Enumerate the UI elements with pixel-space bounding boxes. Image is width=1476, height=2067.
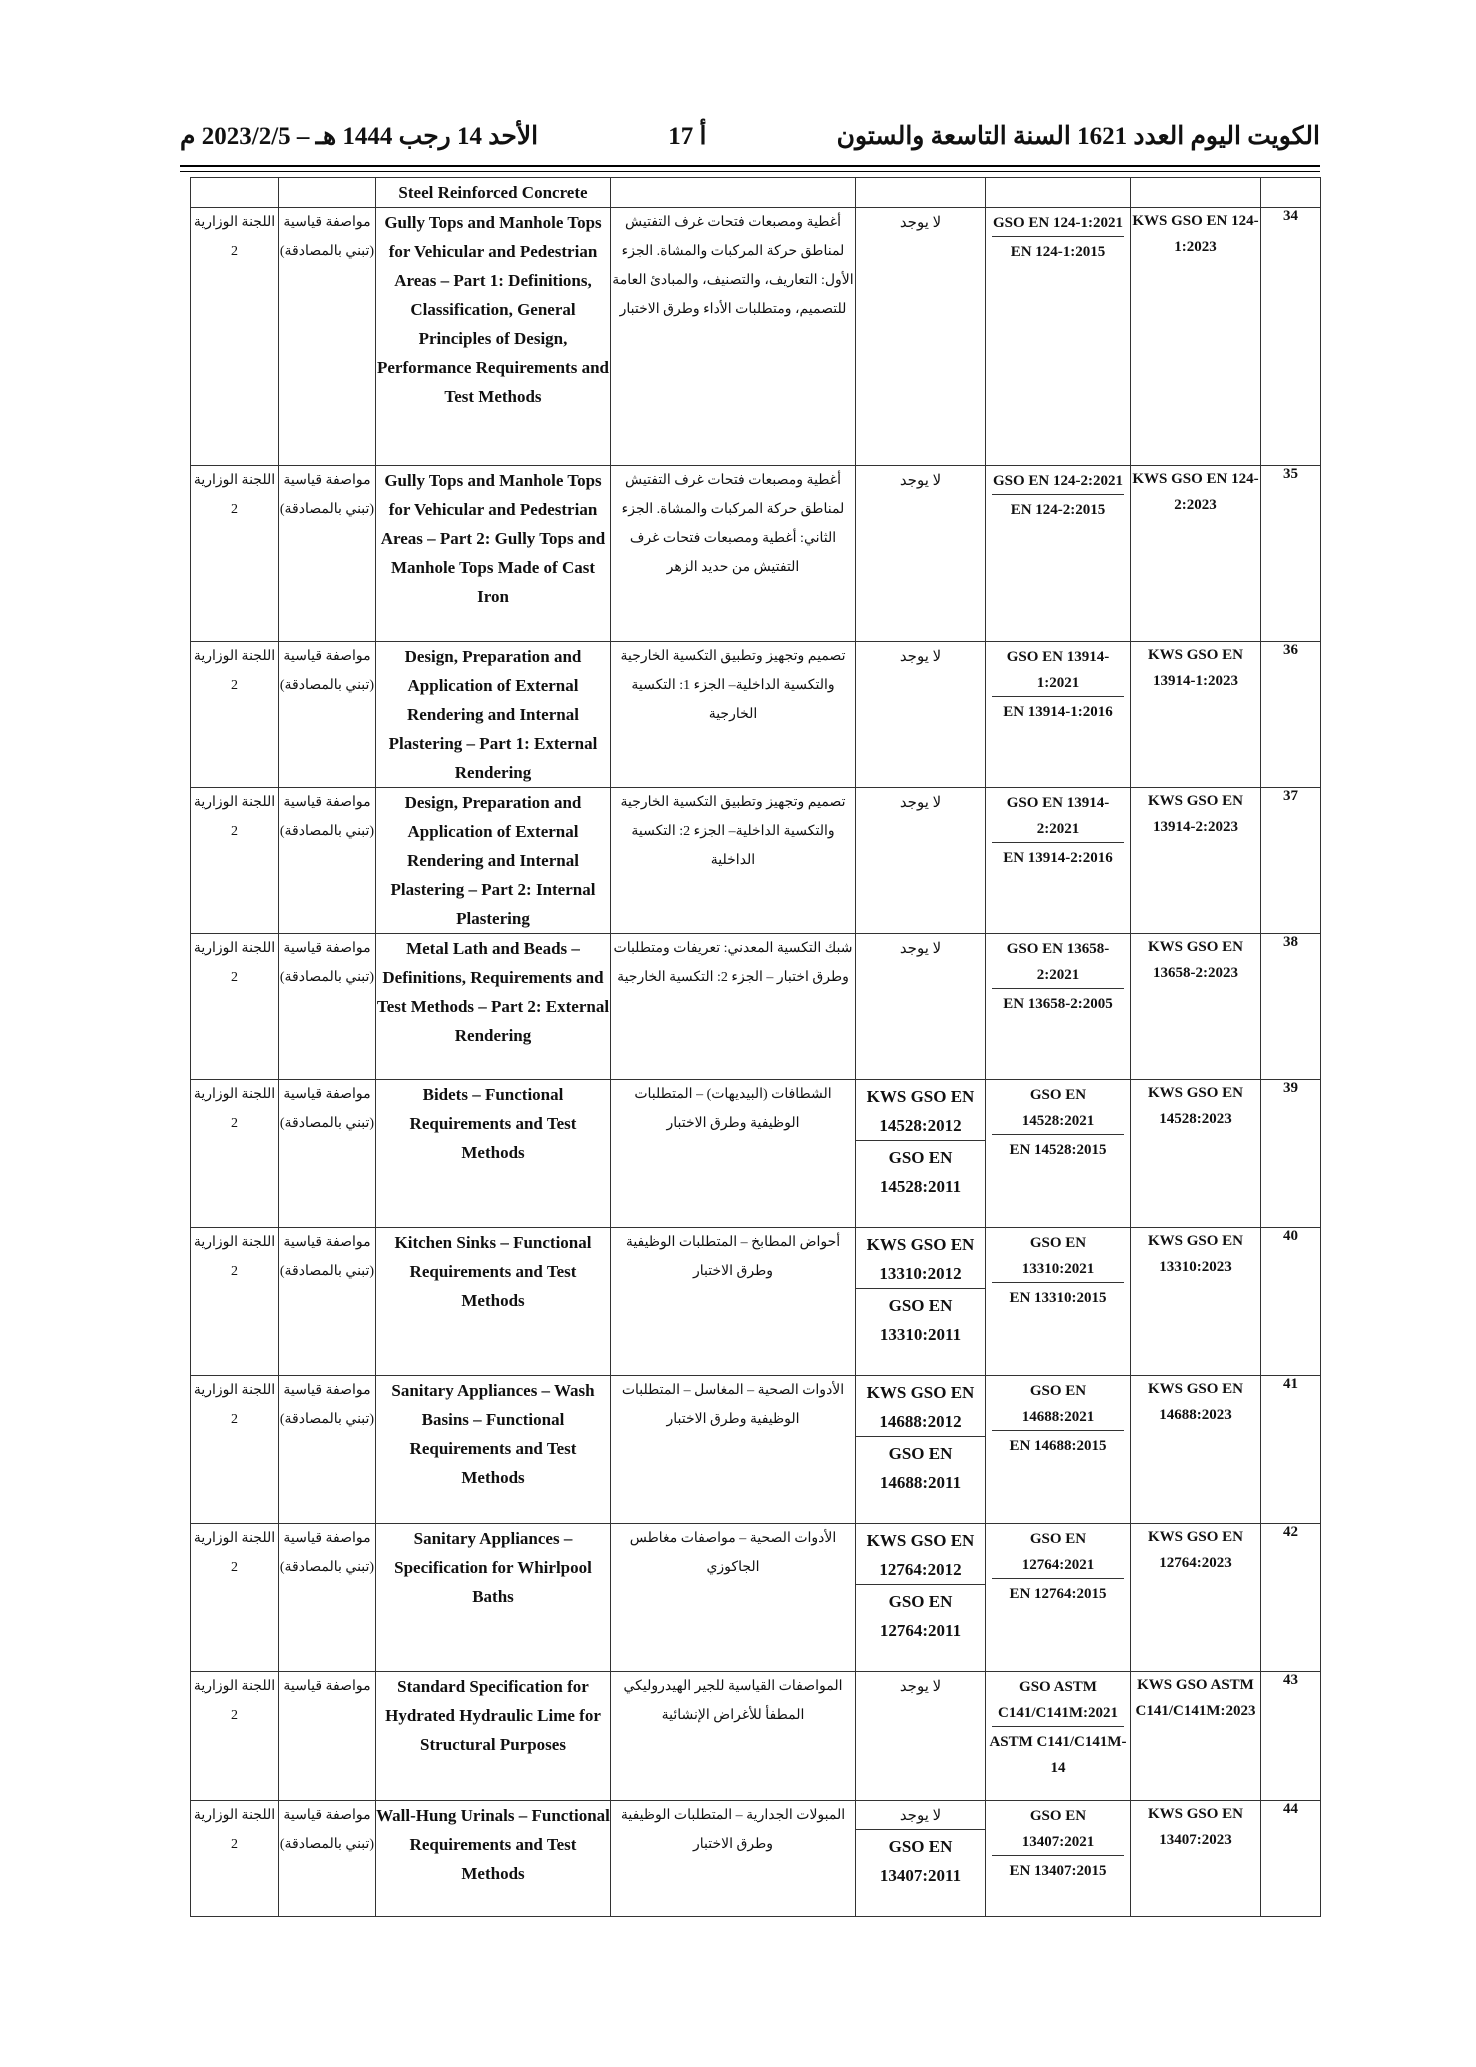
row-number-cell: 35 <box>1261 466 1321 642</box>
english-title-cell: Sanitary Appliances – Specification for Whirlpool Baths <box>376 1524 611 1672</box>
gso-reference: GSO EN 13310:2021 <box>992 1228 1124 1283</box>
english-title-cell: Bidets – Functional Requirements and Test Methods <box>376 1080 611 1228</box>
english-title-cell: Standard Specification for Hydrated Hydraulic Lime for Structural Purposes <box>376 1672 611 1801</box>
gso-reference: GSO EN 13658-2:2021 <box>992 934 1124 989</box>
table-row <box>191 642 1321 788</box>
gso-reference: GSO EN 124-2:2021 <box>992 466 1124 495</box>
reference-standard-cell <box>986 208 1131 466</box>
gso-reference: GSO ASTM C141/C141M:2021 <box>992 1672 1124 1727</box>
base-reference: EN 124-2:2015 <box>1010 502 1106 518</box>
superseded-gso-standard: GSO EN 13310:2011 <box>856 1288 985 1349</box>
header-date: الأحد 14 رجب 1444 هـ – 2023/2/5 م <box>180 123 539 150</box>
gso-reference: GSO EN 13407:2021 <box>992 1801 1124 1856</box>
gso-reference: GSO EN 13914-2:2021 <box>992 788 1124 843</box>
row-number-cell: 42 <box>1261 1524 1321 1672</box>
gso-reference: GSO EN 13914-1:2021 <box>992 642 1124 697</box>
table-row <box>191 1524 1321 1672</box>
reference-standard-cell <box>986 1801 1131 1917</box>
reference-standard-cell <box>986 788 1131 934</box>
superseded-gso-standard: GSO EN 14528:2011 <box>856 1140 985 1201</box>
table-row <box>191 934 1321 1080</box>
committee-cell: اللجنة الوزارية 2 <box>191 1672 279 1801</box>
arabic-title-cell: أغطية ومصبعات فتحات غرف التفتيش لمناطق حركة المركبات والمشاة. الجزء الثاني: أغطية ومصبعات فتحات غرف التفتيش من حديد الزهر <box>611 466 856 642</box>
gso-reference: GSO EN 14688:2021 <box>992 1376 1124 1431</box>
table-row <box>191 1376 1321 1524</box>
standard-type-cell: مواصفة قياسية (تبني بالمصادقة) <box>279 208 376 466</box>
superseded-kuwait-standard: KWS GSO EN 14528:2012 <box>866 1087 975 1135</box>
table-row <box>191 208 1321 466</box>
base-reference: EN 13310:2015 <box>1009 1290 1107 1306</box>
table-row <box>191 1801 1321 1917</box>
arabic-title-cell: أحواض المطابخ – المتطلبات الوظيفية وطرق الاختبار <box>611 1228 856 1376</box>
superseded-standard-cell <box>856 934 986 1080</box>
kuwait-standard-number-cell: KWS GSO ASTM C141/C141M:2023 <box>1131 1672 1261 1801</box>
english-title-cell: Design, Preparation and Application of External Rendering and Internal Plastering – Part 1: External Rendering <box>376 642 611 788</box>
superseded-gso-standard: GSO EN 14688:2011 <box>856 1436 985 1497</box>
row-number-cell: 36 <box>1261 642 1321 788</box>
kuwait-standard-number-cell: KWS GSO EN 13407:2023 <box>1131 1801 1261 1917</box>
standard-type-cell: مواصفة قياسية (تبني بالمصادقة) <box>279 1801 376 1917</box>
base-reference: EN 124-1:2015 <box>1010 244 1106 260</box>
committee-cell: اللجنة الوزارية 2 <box>191 1524 279 1672</box>
base-reference: EN 14688:2015 <box>1009 1438 1107 1454</box>
base-reference: EN 13658-2:2005 <box>1003 996 1113 1012</box>
english-title-cell: Design, Preparation and Application of External Rendering and Internal Plastering – Part 2: Internal Plastering <box>376 788 611 934</box>
arabic-title-cell: المبولات الجدارية – المتطلبات الوظيفية وطرق الاختبار <box>611 1801 856 1917</box>
reference-standard-cell <box>986 1228 1131 1376</box>
kuwait-standard-number-cell: KWS GSO EN 12764:2023 <box>1131 1524 1261 1672</box>
superseded-kuwait-standard: لا يوجد <box>899 1679 942 1695</box>
table-row <box>191 788 1321 934</box>
superseded-standard-cell <box>856 208 986 466</box>
standard-type-cell: مواصفة قياسية (تبني بالمصادقة) <box>279 788 376 934</box>
committee-cell: اللجنة الوزارية 2 <box>191 208 279 466</box>
base-reference: EN 14528:2015 <box>1009 1142 1107 1158</box>
superseded-standard-cell <box>856 788 986 934</box>
superseded-kuwait-standard: لا يوجد <box>899 215 942 231</box>
header-page-number: أ 17 <box>668 123 707 150</box>
committee-cell: اللجنة الوزارية 2 <box>191 1080 279 1228</box>
kuwait-standard-number-cell: KWS GSO EN 13310:2023 <box>1131 1228 1261 1376</box>
reference-standard-cell <box>986 466 1131 642</box>
standards-table <box>190 177 1321 1917</box>
base-reference: EN 13914-1:2016 <box>1003 704 1113 720</box>
continuation-row <box>191 178 1321 208</box>
kuwait-standard-number-cell: KWS GSO EN 13914-1:2023 <box>1131 642 1261 788</box>
reference-standard-cell <box>986 1524 1131 1672</box>
row-number-cell: 37 <box>1261 788 1321 934</box>
header-rule-thin <box>180 171 1320 172</box>
standard-type-cell: مواصفة قياسية (تبني بالمصادقة) <box>279 1376 376 1524</box>
row-number-cell: 41 <box>1261 1376 1321 1524</box>
standard-type-cell: مواصفة قياسية (تبني بالمصادقة) <box>279 934 376 1080</box>
row-number-cell: 38 <box>1261 934 1321 1080</box>
superseded-kuwait-standard: KWS GSO EN 12764:2012 <box>866 1531 975 1579</box>
superseded-kuwait-standard: لا يوجد <box>899 795 942 811</box>
row-number-cell: 44 <box>1261 1801 1321 1917</box>
reference-standard-cell <box>986 642 1131 788</box>
committee-cell: اللجنة الوزارية 2 <box>191 466 279 642</box>
page-header <box>180 118 1320 154</box>
superseded-standard-cell <box>856 466 986 642</box>
arabic-title-cell: أغطية ومصبعات فتحات غرف التفتيش لمناطق حركة المركبات والمشاة. الجزء الأول: التعاريف، والتصنيف، والمبادئ العامة للتصميم، ومتطلبات الأداء وطرق الاختبار <box>611 208 856 466</box>
row-number-cell: 43 <box>1261 1672 1321 1801</box>
superseded-kuwait-standard: لا يوجد <box>899 1808 942 1824</box>
english-title-cell: Gully Tops and Manhole Tops for Vehicular and Pedestrian Areas – Part 2: Gully Tops and Manhole Tops Made of Cast Iron <box>376 466 611 642</box>
english-title-cell: Wall-Hung Urinals – Functional Requirements and Test Methods <box>376 1801 611 1917</box>
reference-standard-cell <box>986 1376 1131 1524</box>
arabic-title-cell: تصميم وتجهيز وتطبيق التكسية الخارجية والتكسية الداخلية– الجزء 2: التكسية الداخلية <box>611 788 856 934</box>
kuwait-standard-number-cell: KWS GSO EN 13914-2:2023 <box>1131 788 1261 934</box>
superseded-standard-cell <box>856 1672 986 1801</box>
superseded-kuwait-standard: KWS GSO EN 14688:2012 <box>866 1383 975 1431</box>
kuwait-standard-number-cell: KWS GSO EN 124-2:2023 <box>1131 466 1261 642</box>
gso-reference: GSO EN 124-1:2021 <box>992 208 1124 237</box>
superseded-standard-cell <box>856 1801 986 1917</box>
committee-cell: اللجنة الوزارية 2 <box>191 934 279 1080</box>
standard-type-cell: مواصفة قياسية (تبني بالمصادقة) <box>279 1524 376 1672</box>
standard-type-cell: مواصفة قياسية (تبني بالمصادقة) <box>279 1228 376 1376</box>
standard-type-cell: مواصفة قياسية (تبني بالمصادقة) <box>279 642 376 788</box>
reference-standard-cell <box>986 934 1131 1080</box>
gso-reference: GSO EN 12764:2021 <box>992 1524 1124 1579</box>
standards-table-body <box>191 178 1321 1917</box>
reference-standard-cell <box>986 1080 1131 1228</box>
english-title-cell: Gully Tops and Manhole Tops for Vehicular and Pedestrian Areas – Part 1: Definitions, Classification, General Principles of Design, Performance Requirements and Test Methods <box>376 208 611 466</box>
superseded-standard-cell <box>856 1524 986 1672</box>
english-title-cell: Kitchen Sinks – Functional Requirements and Test Methods <box>376 1228 611 1376</box>
superseded-standard-cell <box>856 642 986 788</box>
arabic-title-cell: تصميم وتجهيز وتطبيق التكسية الخارجية والتكسية الداخلية– الجزء 1: التكسية الخارجية <box>611 642 856 788</box>
base-reference: ASTM C141/C141M-14 <box>989 1734 1127 1776</box>
kuwait-standard-number-cell: KWS GSO EN 14528:2023 <box>1131 1080 1261 1228</box>
standard-type-cell: مواصفة قياسية <box>279 1672 376 1801</box>
superseded-kuwait-standard: لا يوجد <box>899 649 942 665</box>
arabic-title-cell: الشطافات (البيديهات) – المتطلبات الوظيفية وطرق الاختبار <box>611 1080 856 1228</box>
header-rule <box>180 165 1320 167</box>
kuwait-standard-number-cell: KWS GSO EN 124-1:2023 <box>1131 208 1261 466</box>
kuwait-standard-number-cell: KWS GSO EN 13658-2:2023 <box>1131 934 1261 1080</box>
committee-cell: اللجنة الوزارية 2 <box>191 1228 279 1376</box>
superseded-kuwait-standard: KWS GSO EN 13310:2012 <box>866 1235 975 1283</box>
kuwait-standard-number-cell: KWS GSO EN 14688:2023 <box>1131 1376 1261 1524</box>
standard-type-cell: مواصفة قياسية (تبني بالمصادقة) <box>279 466 376 642</box>
table-row <box>191 1228 1321 1376</box>
arabic-title-cell: الأدوات الصحية – مواصفات مغاطس الجاكوزي <box>611 1524 856 1672</box>
table-row <box>191 466 1321 642</box>
arabic-title-cell: شبك التكسية المعدني: تعريفات ومتطلبات وطرق اختبار – الجزء 2: التكسية الخارجية <box>611 934 856 1080</box>
table-row <box>191 1672 1321 1801</box>
english-title-cell: Sanitary Appliances – Wash Basins – Functional Requirements and Test Methods <box>376 1376 611 1524</box>
superseded-gso-standard: GSO EN 13407:2011 <box>856 1829 985 1890</box>
reference-standard-cell <box>986 1672 1131 1801</box>
committee-cell: اللجنة الوزارية 2 <box>191 642 279 788</box>
row-number-cell: 40 <box>1261 1228 1321 1376</box>
arabic-title-cell: الأدوات الصحية – المغاسل – المتطلبات الوظيفية وطرق الاختبار <box>611 1376 856 1524</box>
row-number-cell: 34 <box>1261 208 1321 466</box>
superseded-standard-cell <box>856 1080 986 1228</box>
superseded-kuwait-standard: لا يوجد <box>899 473 942 489</box>
base-reference: EN 12764:2015 <box>1009 1586 1107 1602</box>
table-row <box>191 1080 1321 1228</box>
continuation-title: Steel Reinforced Concrete <box>376 178 611 208</box>
superseded-kuwait-standard: لا يوجد <box>899 941 942 957</box>
committee-cell: اللجنة الوزارية 2 <box>191 1376 279 1524</box>
gso-reference: GSO EN 14528:2021 <box>992 1080 1124 1135</box>
english-title-cell: Metal Lath and Beads – Definitions, Requirements and Test Methods – Part 2: External Rendering <box>376 934 611 1080</box>
arabic-title-cell: المواصفات القياسية للجير الهيدروليكي المطفأ للأغراض الإنشائية <box>611 1672 856 1801</box>
superseded-standard-cell <box>856 1228 986 1376</box>
base-reference: EN 13914-2:2016 <box>1003 850 1113 866</box>
superseded-standard-cell <box>856 1376 986 1524</box>
committee-cell: اللجنة الوزارية 2 <box>191 1801 279 1917</box>
committee-cell: اللجنة الوزارية 2 <box>191 788 279 934</box>
row-number-cell: 39 <box>1261 1080 1321 1228</box>
base-reference: EN 13407:2015 <box>1009 1863 1107 1879</box>
header-issue: الكويت اليوم العدد 1621 السنة التاسعة والستون <box>836 123 1320 150</box>
standard-type-cell: مواصفة قياسية (تبني بالمصادقة) <box>279 1080 376 1228</box>
superseded-gso-standard: GSO EN 12764:2011 <box>856 1584 985 1645</box>
